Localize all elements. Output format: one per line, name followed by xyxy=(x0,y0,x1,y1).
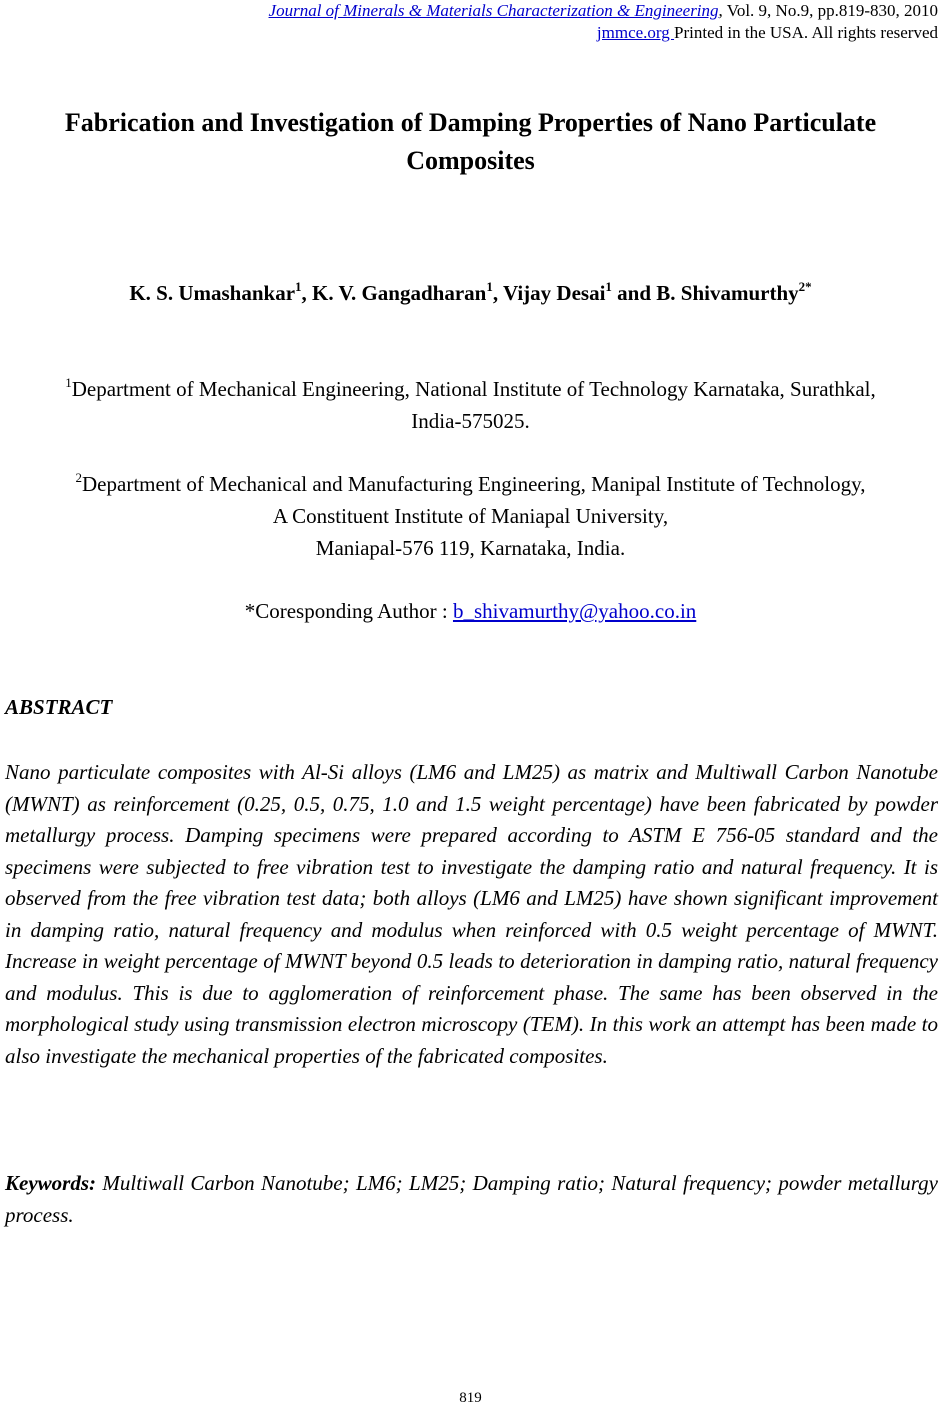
author-affiliation-mark: 2* xyxy=(798,279,812,294)
affiliation-mark: 2 xyxy=(75,470,83,485)
affiliation-text: Department of Mechanical Engineering, National Institute of Technology Karnataka, Surathkal, xyxy=(71,377,876,401)
journal-header-line-1 xyxy=(3,0,938,22)
affiliation-1 xyxy=(0,373,941,437)
author-name: Vijay Desai xyxy=(502,281,606,305)
affiliation-2 xyxy=(0,468,941,564)
author-affiliation-mark: 1 xyxy=(486,279,493,294)
affiliation-line xyxy=(0,468,941,500)
affiliation-mark: 1 xyxy=(65,375,72,390)
corresponding-email-link[interactable]: b_shivamurthy@yahoo.co.in xyxy=(452,599,697,623)
paper-title: Fabrication and Investigation of Damping Properties of Nano Particulate Composites xyxy=(64,108,877,175)
author-list xyxy=(0,278,941,308)
rights-notice: Printed in the USA. All rights reserved xyxy=(674,23,938,42)
author-separator: and xyxy=(611,281,657,305)
author-separator: , xyxy=(301,281,313,305)
affiliation-line: Maniapal-576 119, Karnataka, India. xyxy=(315,536,626,560)
keywords-label: Keywords: xyxy=(5,1171,96,1195)
page-number: 819 xyxy=(459,1390,482,1406)
author-name: B. Shivamurthy xyxy=(656,281,799,305)
abstract-body: Nano particulate composites with Al-Si alloys (LM6 and LM25) as matrix and Multiwall Carbon Nanotube (MWNT) as reinforcement (0.25, 0.5, 0.75, 1.0 and 1.5 weight percentage) have been fabricated by powder metallurgy process. Damping specimens were prepared according to ASTM E 756-05 standard and the specimens were subjected to free vibration test to investigate the damping ratio and natural frequency. It is observed from the free vibration test data; both alloys (LM6 and LM25) have shown significant improvement in damping ratio, natural frequency and modulus when reinforced with 0.5 weight percentage of MWNT. Increase in weight percentage of MWNT beyond 0.5 leads to deterioration in damping ratio, natural frequency and modulus. This is due to agglomeration of reinforcement phase. The same has been observed in the morphological study using transmission electron microscopy (TEM). In this work an attempt has been made to also investigate the mechanical properties of the fabricated composites. xyxy=(5,760,938,1068)
author-name: K. V. Gangadharan xyxy=(312,281,487,305)
affiliation-line: A Constituent Institute of Maniapal University, xyxy=(272,504,669,528)
journal-name-link[interactable]: Journal of Minerals & Materials Characterization & Engineering xyxy=(268,1,719,20)
author-name: K. S. Umashankar xyxy=(129,281,296,305)
keywords-text: Multiwall Carbon Nanotube; LM6; LM25; Damping ratio; Natural frequency; powder metallurgy process. xyxy=(5,1171,938,1227)
journal-site-link[interactable]: jmmce.org xyxy=(596,23,675,42)
corresponding-label: *Coresponding Author : xyxy=(244,599,453,623)
corresponding-author xyxy=(0,596,941,626)
author-affiliation-mark: 1 xyxy=(295,279,302,294)
abstract-heading: ABSTRACT xyxy=(5,695,113,719)
author-affiliation-mark: 1 xyxy=(605,279,612,294)
journal-header xyxy=(3,0,938,44)
keywords xyxy=(5,1168,938,1231)
affiliation-line xyxy=(0,373,941,405)
affiliation-line: India-575025. xyxy=(411,409,530,433)
volume-info: , Vol. 9, No.9, pp.819-830, 2010 xyxy=(718,1,938,20)
affiliation-text: Department of Mechanical and Manufacturing Engineering, Manipal Institute of Technology, xyxy=(82,472,866,496)
journal-header-line-2 xyxy=(3,22,938,44)
author-separator: , xyxy=(492,281,503,305)
